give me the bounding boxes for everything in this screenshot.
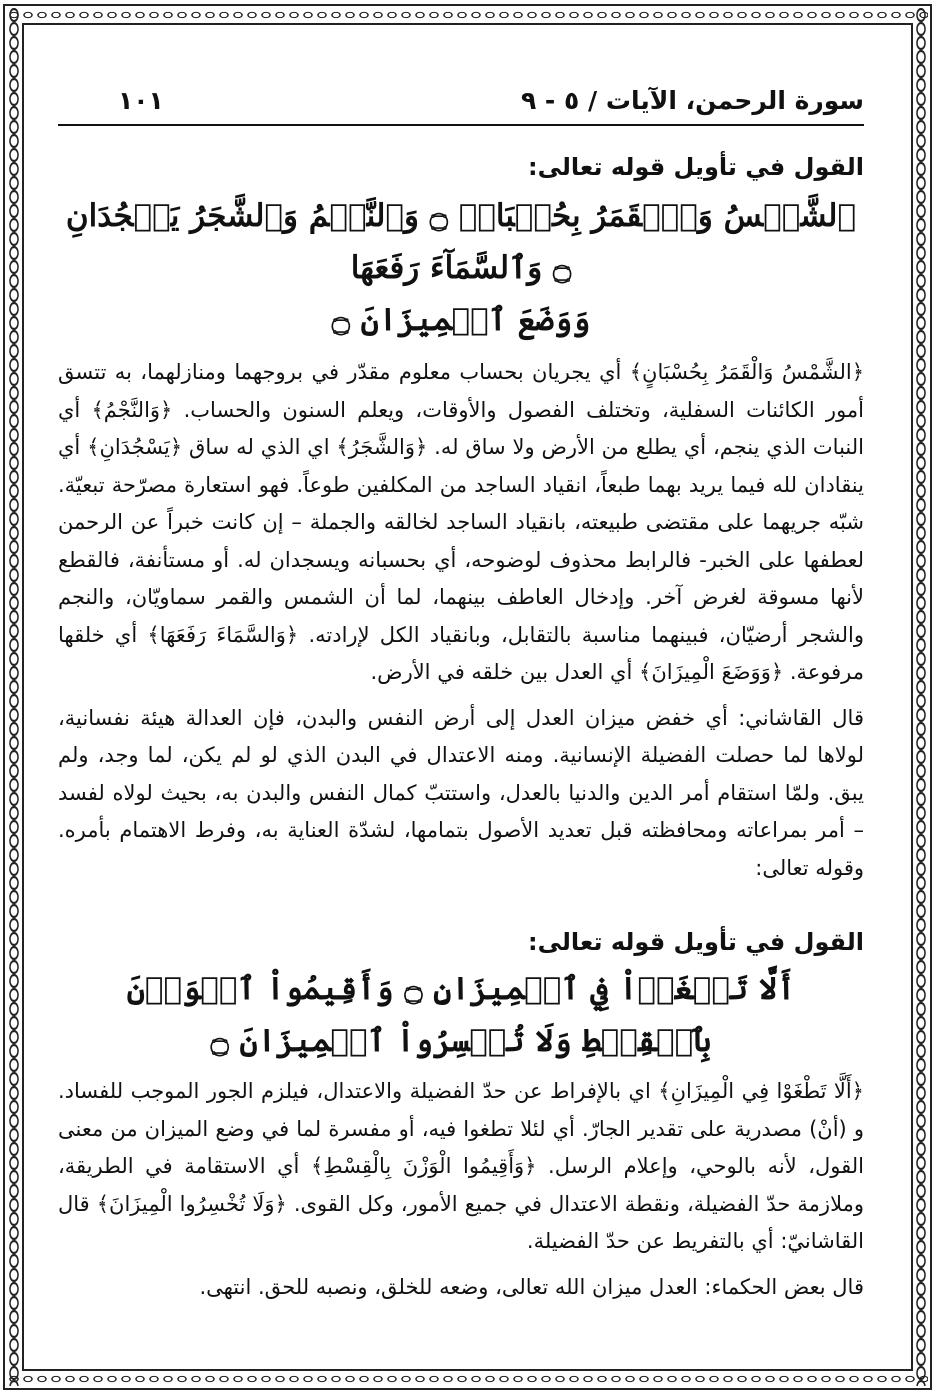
- section-1: [58, 150, 864, 887]
- page-header: [58, 82, 864, 122]
- verse-line: ٱلشَّمۡسُ وَٱلۡقَمَرُ بِحُسۡبَانٖ ۝ وَٱلنَّجۡمُ وَٱلشَّجَرُ يَسۡجُدَانِ ۝ وَٱلسَّمَآءَ رَفَعَهَا: [65, 198, 857, 286]
- border-chain-top: [7, 8, 928, 22]
- border-chain-right: [914, 8, 928, 1386]
- commentary-paragraph: ﴿الشَّمْسُ وَالْقَمَرُ بِحُسْبَانٍ﴾ أي يجريان بحساب معلوم مقدّر في بروجهما ومنازلهما، به تتسق أمور الكائنات السفلية، وتختلف الفصول والأوقات، ويعلم السنون والحساب. ﴿وَالنَّجْمُ﴾ أي النبات الذي ينجم، أي يطلع من الأرض ولا ساق له. ﴿وَالشَّجَرُ﴾ اي الذي له ساق ﴿يَسْجُدَانِ﴾ أي ينقادان لله فيما يريد بهما طبعاً، انقياد الساجد من المكلفين طوعاً. فهو استعارة مصرّحة تبعيّة. شبّه جريهما على مقتضى طبيعته، بانقياد الساجد لخالقه والجملة – إن كانت خبراً عن الرحمن لعطفها على الخبر- فالرابط محذوف لوضوحه، أي بحسبانه ويسجدان له. أو مستأنفة، فالقطع لأنها مسوقة لغرض آخر. وإدخال العاطف بينهما، لما أن الشمس والقمر سماويّان، والنجم والشجر أرضيّان، فبينهما مناسبة بالتقابل، وبانقياد الكل لإرادته. ﴿وَالسَّمَاءَ رَفَعَهَا﴾ أي خلقها مرفوعة. ﴿وَوَضَعَ الْمِيزَانَ﴾ أي العدل بين خلقه في الأرض.: [58, 360, 864, 684]
- border-chain-bottom: [7, 1372, 928, 1386]
- commentary-paragraph: قال القاشاني: أي خفض ميزان العدل إلى أرض النفس والبدن، فإن العدالة هيئة نفسانية، لولاها لما حصلت الفضيلة الإنسانية. ومنه الاعتدال في البدن الذي لو لم يكن، لما وجد، ولم يبق. ولمّا استقام أمر الدين والدنيا بالعدل، واستتبّ كمال النفس والبدن به، بحيث لولاه لفسد – أمر بمراعاته ومحافظته قبل تعديد الأصول بتمامها، لشدّة العناية به، وفرط الاهتمام بأمره. وقوله تعالى:: [58, 705, 864, 880]
- page-number: ١٠١: [118, 86, 164, 115]
- section-heading: القول في تأويل قوله تعالى:: [528, 928, 864, 956]
- verse-line: أَلَّا تَطۡغَوۡاْ فِي ٱلۡمِيزَانِ ۝ وَأَقِيمُواْ ٱلۡوَزۡنَ بِٱلۡقِسۡطِ وَلَا تُخۡسِرُواْ ٱلۡمِيزَانَ ۝: [126, 971, 796, 1059]
- border-chain-left: [7, 8, 21, 1386]
- header-rule: [58, 124, 864, 126]
- section-2: [58, 925, 864, 1306]
- verse-line: وَوَضَعَ ٱلۡمِيزَانَ ۝: [331, 302, 591, 338]
- commentary-paragraph: ﴿أَلَّا تَطْغَوْا فِي الْمِيزَانِ﴾ اي بالإفراط عن حدّ الفضيلة والاعتدال، فيلزم الجور الموجب للفساد. و (أنْ) مصدرية على تقدير الجارّ. أي لئلا تطغوا فيه، أو مفسرة لما في وضع الميزان من معنى القول، لأنه بالوحي، وإعلام الرسل. ﴿وَأَقِيمُوا الْوَزْنَ بِالْقِسْطِ﴾ أي الاستقامة في الطريقة، وملازمة حدّ الفضيلة، ونقطة الاعتدال في جميع الأمور، وكل القوى. ﴿وَلَا تُخْسِرُوا الْمِيزَانَ﴾ قال القاشانيّ: أي بالتفريط عن حدّ الفضيلة.: [58, 1079, 864, 1253]
- section-heading: القول في تأويل قوله تعالى:: [528, 153, 864, 181]
- commentary-paragraph: قال بعض الحكماء: العدل ميزان الله تعالى، وضعه للخلق، ونصبه للحق. انتهى.: [199, 1274, 864, 1299]
- surah-title: سورة الرحمن، الآيات / ٥ - ٩: [520, 86, 864, 115]
